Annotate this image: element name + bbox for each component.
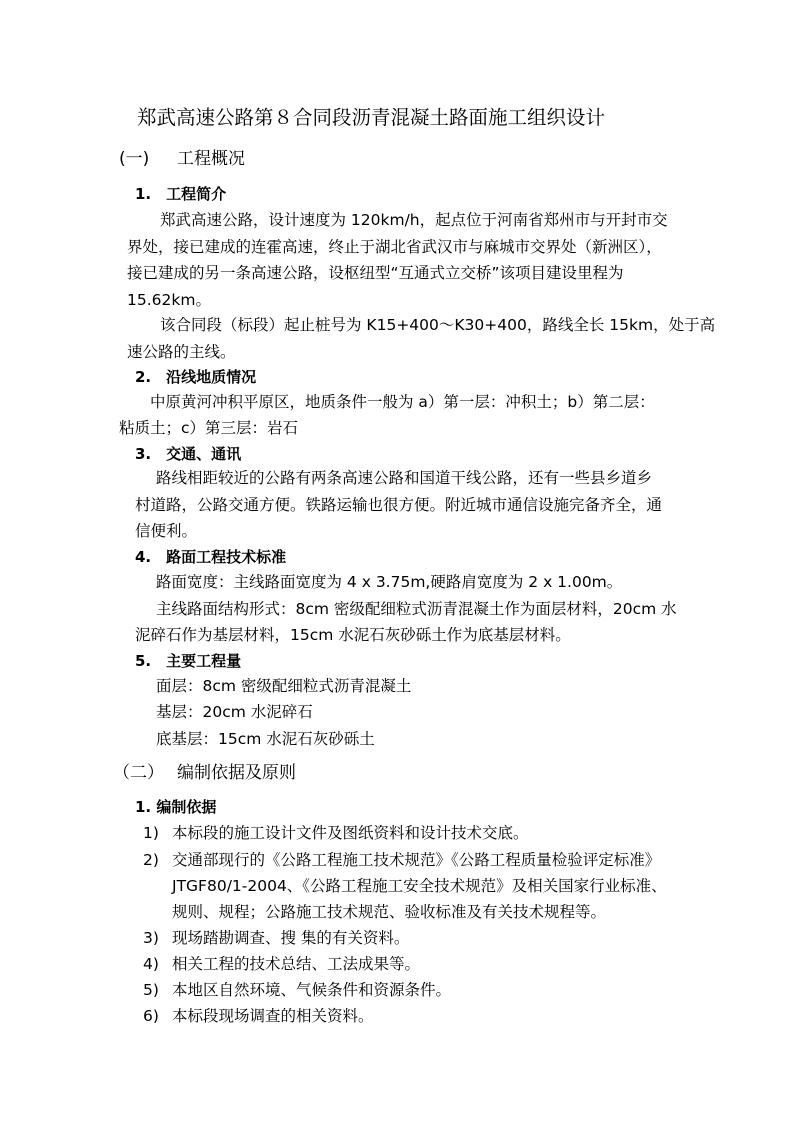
list-item: 相关工程的技术总结、工法成果等。 bbox=[172, 955, 421, 973]
list-item: 本标段现场调查的相关资料。 bbox=[172, 1007, 374, 1025]
paragraph-line: 路线相距较近的公路有两条高速公路和国道干线公路，还有一些县乡道乡 bbox=[156, 469, 653, 487]
list-item: 基层：20cm 水泥碎石 bbox=[156, 703, 313, 721]
list-item-number: 5) bbox=[143, 981, 159, 999]
document-title: 郑武高速公路第８合同段沥青混凝土路面施工组织设计 bbox=[137, 106, 606, 129]
subsection-2-1-heading: 1. 编制依据 bbox=[135, 798, 217, 816]
list-item: 本标段的施工设计文件及图纸资料和设计技术交底。 bbox=[172, 824, 529, 842]
list-item-number: 1) bbox=[143, 824, 159, 842]
paragraph-line: 信便利。 bbox=[135, 522, 198, 540]
paragraph-line: 粘质土；c）第三层：岩石 bbox=[119, 419, 299, 437]
paragraph-line: 该合同段（标段）起止桩号为 K15+400～K30+400，路线全长 15km，处于高 bbox=[160, 316, 716, 334]
paragraph-line: 主线路面结构形式：8cm 密级配细粒式沥青混凝土作为面层材料，20cm 水 bbox=[156, 600, 677, 618]
list-item: 现场踏勘调查、搜 集的有关资料。 bbox=[172, 929, 410, 947]
list-item: 规则、规程；公路施工技术规范、验收标准及有关技术规程等。 bbox=[172, 903, 607, 921]
paragraph-line: 路面宽度：主线路面宽度为 4 x 3.75m,硬路肩宽度为 2 x 1.00m。 bbox=[156, 573, 623, 591]
subsection-1-3-heading: 3. 交通、通讯 bbox=[135, 445, 242, 463]
subsection-1-4-heading: 4. 路面工程技术标准 bbox=[135, 548, 287, 566]
list-item: 交通部现行的《公路工程施工技术规范》《公路工程质量检验评定标准》 bbox=[172, 851, 661, 869]
list-item-number: 3) bbox=[143, 929, 159, 947]
section-1-number: (一) bbox=[119, 149, 150, 169]
paragraph-line: 郑武高速公路，设计速度为 120km/h，起点位于河南省郑州市与开封市交 bbox=[160, 211, 668, 229]
subsection-1-2-heading: 2. 沿线地质情况 bbox=[135, 368, 257, 386]
paragraph-line: 中原黄河冲积平原区，地质条件一般为 a）第一层：冲积土；b）第二层： bbox=[150, 393, 655, 411]
list-item-number: 6) bbox=[143, 1007, 159, 1025]
list-item-number: 2) bbox=[143, 851, 159, 869]
section-1-title: 工程概况 bbox=[177, 149, 245, 169]
list-item: 底基层：15cm 水泥石灰砂砾土 bbox=[156, 730, 375, 748]
paragraph-line: 接已建成的另一条高速公路，设枢纽型“互通式立交桥”该项目建设里程为 bbox=[127, 264, 624, 282]
list-item: 本地区自然环境、气候条件和资源条件。 bbox=[172, 981, 452, 999]
paragraph-line: 村道路，公路交通方便。铁路运输也很方便。附近城市通信设施完备齐全，通 bbox=[135, 496, 663, 514]
list-item-number: 4) bbox=[143, 955, 159, 973]
paragraph-line: 速公路的主线。 bbox=[127, 343, 236, 361]
subsection-1-5-heading: 5. 主要工程量 bbox=[135, 652, 242, 670]
paragraph-line: 泥碎石作为基层材料，15cm 水泥石灰砂砾土作为底基层材料。 bbox=[135, 626, 571, 644]
section-2-title: 编制依据及原则 bbox=[177, 763, 296, 783]
list-item: 面层：8cm 密级配细粒式沥青混凝土 bbox=[156, 677, 412, 695]
paragraph-line: 15.62km。 bbox=[127, 291, 211, 309]
subsection-1-1-heading: 1. 工程简介 bbox=[135, 185, 227, 203]
list-item: JTGF80/1-2004、《公路工程施工安全技术规范》及相关国家行业标准、 bbox=[172, 877, 667, 895]
paragraph-line: 界处，接已建成的连霍高速，终止于湖北省武汉市与麻城市交界处（新洲区）， bbox=[127, 238, 662, 256]
section-2-number: （二） bbox=[113, 763, 164, 783]
